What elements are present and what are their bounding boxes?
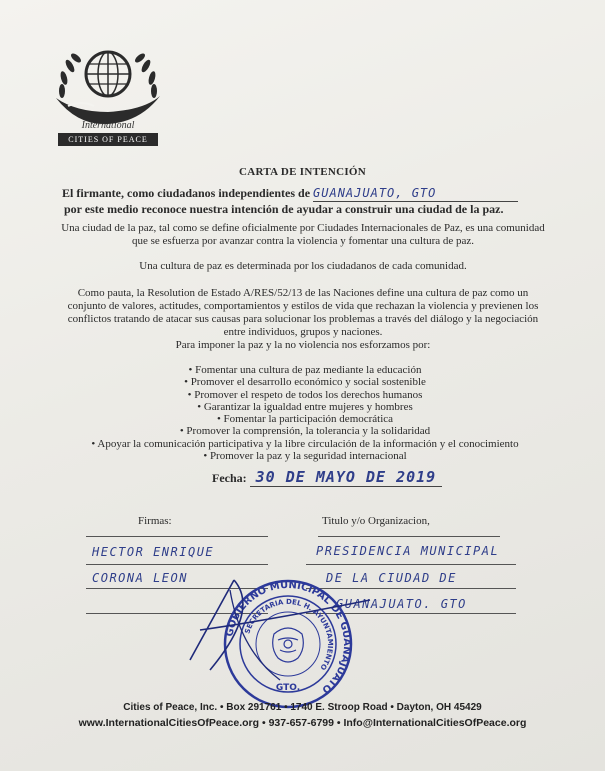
list-item: • Promover el respeto de todos los derechos humanos: [40, 389, 570, 401]
signatures-label: Firmas:: [138, 515, 172, 527]
city-handwritten: GUANAJUATO, GTO: [313, 186, 518, 202]
definition-paragraph: Una ciudad de la paz, tal como se define oficialmente por Ciudades Internacionales de Paz, es una comunidad que se esfuerza por avanzar contra la violencia y fomentar una cultura de paz.: [61, 222, 545, 247]
intro-suffix: por este medio reconoce nuestra intención de ayudar a construir una ciudad de la paz.: [64, 202, 504, 216]
title-org-label: Titulo y/o Organizacion,: [322, 515, 430, 527]
signer-name-line1: HECTOR ENRIQUE: [92, 545, 215, 559]
date-label: Fecha:: [212, 471, 247, 485]
page-title: CARTA DE INTENCIÓN: [238, 166, 367, 178]
logo-text: International: [81, 120, 135, 131]
footer-contact: www.InternationalCitiesOfPeace.org • 937-657-6799 • Info@InternationalCitiesOfPeace.org: [78, 717, 527, 729]
signer-org-line2: DE LA CIUDAD DE: [326, 571, 457, 585]
signature-line: [86, 536, 268, 537]
seal-bottom-text: GTO.: [275, 683, 301, 693]
handwritten-signature: [170, 560, 430, 690]
signer-org-line1: PRESIDENCIA MUNICIPAL: [316, 544, 500, 558]
intro-statement: [62, 186, 562, 217]
resolution-paragraph: [58, 287, 548, 352]
culture-paragraph: Una cultura de paz es determinada por los ciudadanos de cada comunidad.: [139, 260, 467, 272]
signer-org-line3: GUANAJUATO. GTO: [336, 597, 467, 611]
signature-line: [318, 536, 500, 537]
list-item: • Promover la paz y la seguridad internacional: [40, 450, 570, 462]
logo-band: CITIES OF PEACE: [58, 133, 158, 146]
date-handwritten: 30 DE MAYO DE 2019: [250, 468, 443, 487]
commitment-text: Para imponer la paz y la no violencia nos esforzamos por:: [175, 339, 431, 351]
list-item: • Fomentar la participación democrática: [40, 413, 570, 425]
list-item: • Garantizar la igualdad entre mujeres y hombres: [40, 401, 570, 413]
seal-outer-text: GOBIERNO MUNICIPAL DE GUANAJUATO: [224, 579, 353, 696]
list-item: • Fomentar una cultura de paz mediante la educación: [40, 364, 570, 376]
list-item: • Promover el desarrollo económico y social sostenible: [40, 376, 570, 388]
intro-prefix: El firmante, como ciudadanos independientes de: [62, 186, 311, 200]
list-item: • Apoyar la comunicación participativa y la libre circulación de la información y el conocimiento: [40, 438, 570, 450]
seal-inner-text: SECRETARIA DEL H. AYUNTAMIENTO: [243, 597, 335, 672]
commitment-list: [40, 364, 570, 462]
footer-address: Cities of Peace, Inc. • Box 291761 • 1740 E. Stroop Road • Dayton, OH 45429: [123, 702, 482, 713]
list-item: • Promover la comprensión, la tolerancia y la solidaridad: [40, 425, 570, 437]
date-field: [212, 468, 442, 487]
signer-name-line2: CORONA LEON: [92, 571, 188, 585]
resolution-text: Como pauta, la Resolution de Estado A/RES/52/13 de las Naciones define una cultura de paz como un conjunto de valores, actitudes, comportamientos y estilos de vida que rechazan la violencia y previenen los conflictos tratando de atacar sus causas para solucionar los problemas a través del diálogo y la negociación entre individuos, grupos y naciones.: [67, 287, 539, 338]
